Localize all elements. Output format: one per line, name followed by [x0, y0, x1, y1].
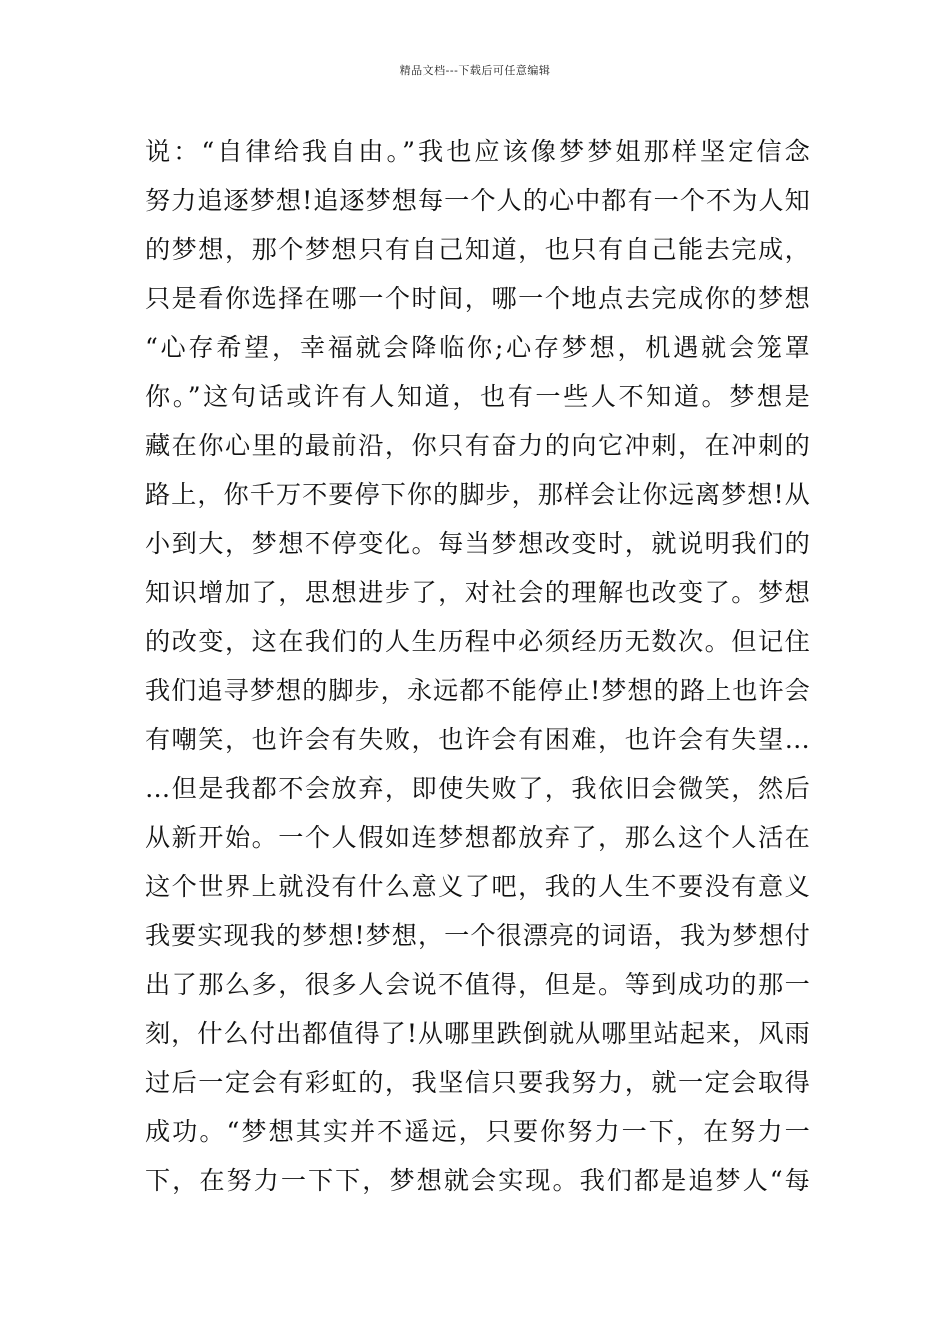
text-line: 的改变，这在我们的人生历程中必须经历无数次。但记住	[145, 627, 810, 656]
text-line: 的梦想，那个梦想只有自己知道，也只有自己能去完成，	[145, 235, 810, 264]
text-line: 成功。“梦想其实并不遥远，只要你努力一下，在努力一	[145, 1117, 810, 1146]
text-line: 出了那么多，很多人会说不值得，但是。等到成功的那一	[145, 970, 810, 999]
text-line: 我要实现我的梦想!梦想，一个很漂亮的词语，我为梦想付	[145, 921, 810, 950]
text-line: 我们追寻梦想的脚步，永远都不能停止!梦想的路上也许会	[145, 676, 810, 705]
text-line: 努力追逐梦想!追逐梦想每一个人的心中都有一个不为人知	[145, 186, 810, 215]
text-line: 说：“自律给我自由。”我也应该像梦梦姐那样坚定信念	[145, 137, 810, 166]
text-line: 只是看你选择在哪一个时间，哪一个地点去完成你的梦想	[145, 284, 810, 313]
text-line: 路上，你千万不要停下你的脚步，那样会让你远离梦想!从	[145, 480, 810, 509]
text-line: 知识增加了，思想进步了，对社会的理解也改变了。梦想	[145, 578, 810, 607]
text-line: 从新开始。一个人假如连梦想都放弃了，那么这个人活在	[145, 823, 810, 852]
text-line: 你。”这句话或许有人知道，也有一些人不知道。梦想是	[145, 382, 810, 411]
text-line: 刻，什么付出都值得了!从哪里跌倒就从哪里站起来，风雨	[145, 1019, 810, 1048]
page-header: 精品文档---下载后可任意编辑	[399, 64, 551, 77]
text-line: 下，在努力一下下，梦想就会实现。我们都是追梦人“每	[145, 1166, 810, 1195]
text-line: “心存希望，幸福就会降临你;心存梦想，机遇就会笼罩	[145, 333, 810, 362]
body-text	[145, 127, 810, 1205]
text-line: …但是我都不会放弃，即使失败了，我依旧会微笑，然后	[145, 774, 810, 803]
text-line: 小到大，梦想不停变化。每当梦想改变时，就说明我们的	[145, 529, 810, 558]
text-line: 这个世界上就没有什么意义了吧，我的人生不要没有意义	[145, 872, 810, 901]
text-line: 有嘲笑，也许会有失败，也许会有困难，也许会有失望…	[145, 725, 810, 754]
text-line: 过后一定会有彩虹的，我坚信只要我努力，就一定会取得	[145, 1068, 810, 1097]
text-line: 藏在你心里的最前沿，你只有奋力的向它冲刺，在冲刺的	[145, 431, 810, 460]
